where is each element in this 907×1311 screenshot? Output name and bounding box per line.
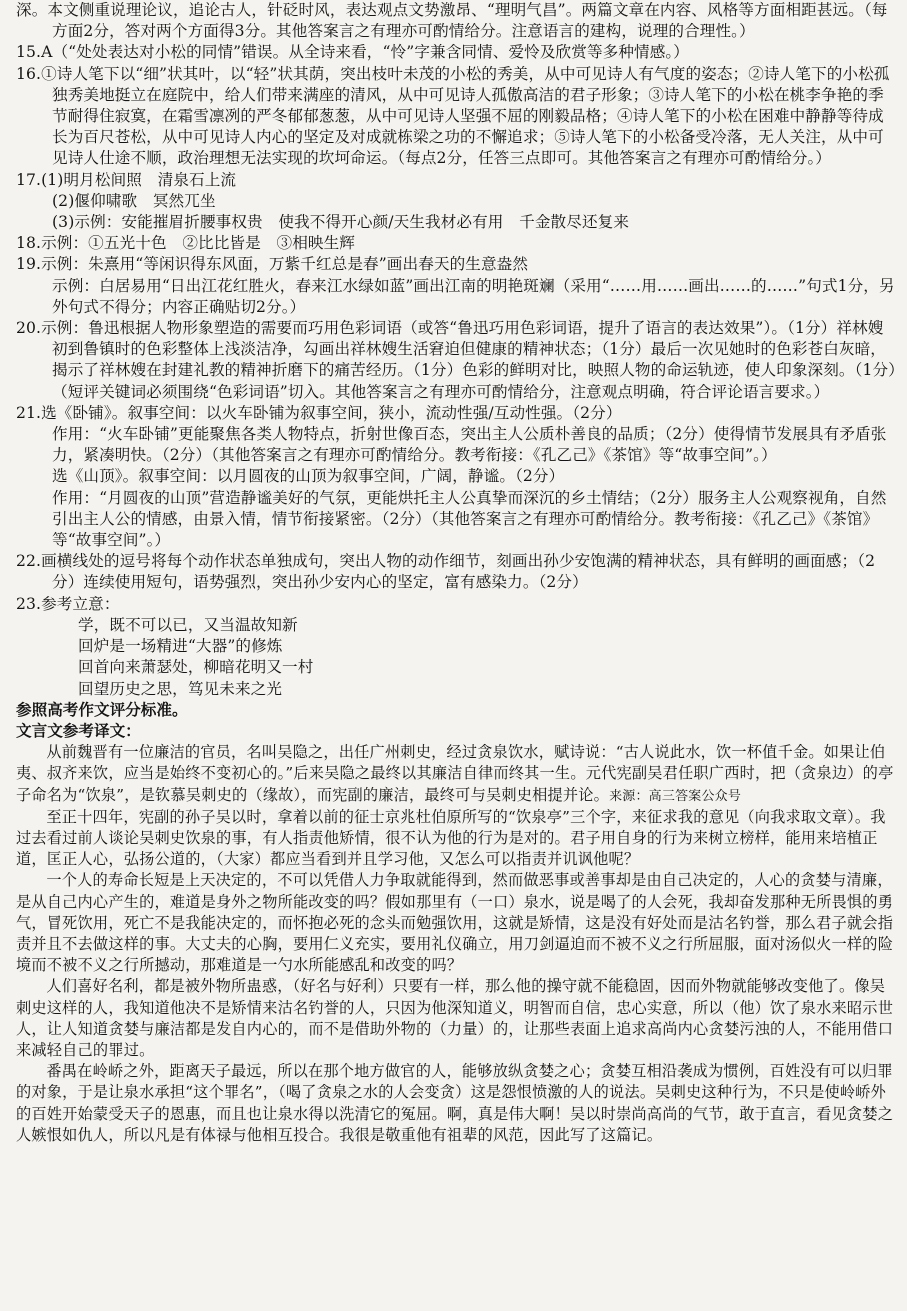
translation-paragraph: 至正十四年，宪副的孙子吴以时，拿着以前的征士京兆杜伯原所写的“饮泉亭”三个字，来征求我的意见（向我求取文章）。我过去看过前人谈论吴刺史饮泉的事，有人指责他矫情，很不认为他的行为是对的。君子用自身的行为来树立榜样，能用来培植正道，匡正人心，弘扬公道的，（大家）都应当看到并且学习他，又怎么可以指责并讥讽他呢？: [16, 807, 886, 869]
source-note: 来源：高三答案公众号: [609, 788, 742, 804]
intro-paragraph: 深。本文侧重说理论议，追论古人，针砭时风，表达观点文势激昂、“理明气昌”。两篇文章在内容、风格等方面相距甚远。（每方面2分，答对两个方面得3分。其他答案言之有理亦可酌情给分。注意语言的建构，说理的合理性。）: [16, 1, 888, 41]
answer-17-3: (3)示例：安能摧眉折腰事权贵 使我不得开心颜/天生我材必有用 千金散尽还复来: [52, 213, 630, 232]
translation-paragraph: [16, 742, 897, 807]
poem-line: 回望历史之思，笃见未来之光: [78, 679, 283, 698]
essay-standard-heading: 参照高考作文评分标准。: [16, 700, 188, 719]
answer-17-2: (2)偃仰啸歌 冥然兀坐: [52, 191, 216, 210]
answer-21-1: 21.选《卧铺》。叙事空间：以火车卧铺为叙事空间，狭小，流动性强/互动性强。（2分）: [16, 403, 622, 422]
translation-paragraph: 人们喜好名利，都是被外物所蛊惑，（好名与好利）只要有一样，那么他的操守就不能稳固，因而外物就能够改变他了。像吴刺史这样的人，我知道他决不是矫情来沽名钓誉的人，只因为他深知道义，明智而自信，忠心实意，所以（他）饮了泉水来昭示世人，让人知道贪婪与廉洁都是发自内心的，而不是借助外物的（力量）的，让那些表面上追求高尚内心贪婪污浊的人，不能用借口来减轻自己的罪过。: [16, 977, 894, 1059]
poem-line: 回首向来萧瑟处，柳暗花明又一村: [78, 658, 314, 677]
answer-21-2: 作用：“火车卧铺”更能聚焦各类人物特点，折射世像百态，突出主人公质朴善良的品质；（2分）使得情节发展具有矛盾张力，紧凑明快。（2分）（其他答案言之有理亦可酌情给分。教考衔接：《孔乙己》《茶馆》等“故事空间”。）: [52, 425, 887, 465]
answer-20: 20.示例：鲁迅根据人物形象塑造的需要而巧用色彩词语（或答“鲁迅巧用色彩词语，提升了语言的表达效果”）。（1分）祥林嫂初到鲁镇时的色彩整体上浅淡洁净，勾画出祥林嫂生活窘迫但健康的精神状态；（1分）最后一次见她时的色彩苍白灰暗，揭示了祥林嫂在封建礼教的精神折磨下的痛苦经历。（1分）色彩的鲜明对比，映照人物的命运轨迹，使人印象深刻。（1分）（短评关键词必须围绕“色彩词语”切入。其他答案言之有理亦可酌情给分，注意观点明确，符合评论语言要求。）: [16, 319, 897, 401]
answer-15: 15.A（“处处表达对小松的同情”错误。从全诗来看，“怜”字兼含同情、爱怜及欣赏等多种情感。）: [16, 43, 690, 62]
translation-paragraph: 番禺在岭峤之外，距离天子最远，所以在那个地方做官的人，能够放纵贪婪之心；贪婪互相沿袭成为惯例，百姓没有可以归罪的对象，于是让泉水承担“这个罪名”，（喝了贪泉之水的人会变贪）这是怨恨愤激的人的说法。吴刺史这种行为，不只是使岭峤外的百姓开始蒙受天子的恩惠，而且也让泉水得以洗清它的冤屈。啊，真是伟大啊！吴以时崇尚高尚的气节，敢于直言，看见贪婪之人嫉恨如仇人，所以凡是有体禄与他相互投合。我很是敬重他有祖辈的风范，因此写了这篇记。: [16, 1062, 894, 1144]
answer-19-2: 示例：白居易用“日出江花红胜火，春来江水绿如蓝”画出江南的明艳斑斓（采用“……用……画出……的……”句式1分，另外句式不得分；内容正确贴切2分。）: [52, 276, 895, 316]
translation-heading: 文言文参考译文：: [16, 721, 141, 740]
answer-section: [16, 0, 897, 700]
answer-16: 16.①诗人笔下以“细”状其叶，以“轻”状其荫，突出枝叶未茂的小松的秀美，从中可见诗人有气度的姿态；②诗人笔下的小松孤独秀美地挺立在庭院中，给人们带来满座的清风，从中可见诗人孤傲高洁的君子形象；③诗人笔下的小松在桃李争艳的季节耐得住寂寞，在霜雪凛冽的严冬郁郁葱葱，从中可见诗人坚强不屈的刚毅品格；④诗人笔下的小松在困难中静静等待成长为百尺苍松，从中可见诗人内心的坚定及对成就栋梁之功的不懈追求；⑤诗人笔下的小松备受冷落，无人关注，从中可见诗人仕途不顺，政治理想无法实现的坎坷命运。（每点2分，任答三点即可。其他答案言之有理亦可酌情给分。）: [16, 64, 890, 168]
answer-19-1: 19.示例：朱熹用“等闲识得东风面，万紫千红总是春”画出春天的生意盎然: [16, 255, 529, 274]
poem-line: 回炉是一场精进“大器”的修炼: [78, 637, 283, 656]
answer-21-4: 作用：“月圆夜的山顶”营造静谧美好的气氛，更能烘托主人公真挚而深沉的乡土情结；（2分）服务主人公观察视角，自然引出主人公的情感，由景入情，情节衔接紧密。（2分）（其他答案言之有理亦可酌情给分。教考衔接：《孔乙己》《茶馆》等“故事空间”。）: [52, 488, 887, 550]
answer-23: 23.参考立意：: [16, 594, 120, 613]
translation-text: 从前魏晋有一位廉洁的官员，名叫吴隐之，出任广州刺史，经过贪泉饮水，赋诗说：“古人说此水，饮一杯值千金。如果让伯夷、叔齐来饮，应当是始终不变初心的。”后来吴隐之最终以其廉洁自律而终其一生。元代宪副吴君任职广西时，把（贪泉边）的亭子命名为“饮泉”，是钦慕吴刺史的（缘故），而宪副的廉洁，最终可与吴刺史相提并论。: [16, 743, 894, 804]
answer-17-1: 17.(1)明月松间照 清泉石上流: [16, 170, 237, 189]
translation-paragraph: 一个人的寿命长短是上天决定的，不可以凭借人力争取就能得到，然而做恶事或善事却是由自己决定的，人心的贪婪与清廉，是从自己内心产生的，难道是身外之物所能改变的吗？假如那里有（一口）泉水，说是喝了的人会死，我却奋发那种无所畏惧的勇气，冒死饮用，死亡不是我能决定的，而怀抱必死的念头而勉强饮用，这就是矫情，这是没有好处而是沽名钓誉，那么君子就会指责并且不去做这样的事。大丈夫的心胸，要用仁义充实，要用礼仪确立，用刀剑逼迫而不被不义之行所屈服，面对汤似火一样的险境而不被不义之行所撼动，那难道是一勺水所能感乱和改变的吗？: [16, 871, 894, 975]
answer-22: 22.画横线处的逗号将每个动作状态单独成句，突出人物的动作细节，刻画出孙少安饱满的精神状态，具有鲜明的画面感；（2分）连续使用短句，语势强烈，突出孙少安内心的坚定，富有感染力。（2分）: [16, 552, 876, 592]
answer-18: 18.示例：①五光十色 ②比比皆是 ③相映生辉: [16, 234, 355, 253]
poem-line: 学，既不可以已，又当温故知新: [78, 615, 298, 634]
translation-section: [16, 742, 897, 1146]
answer-21-3: 选《山顶》。叙事空间：以月圆夜的山顶为叙事空间，广阔，静谧。（2分）: [52, 467, 565, 486]
